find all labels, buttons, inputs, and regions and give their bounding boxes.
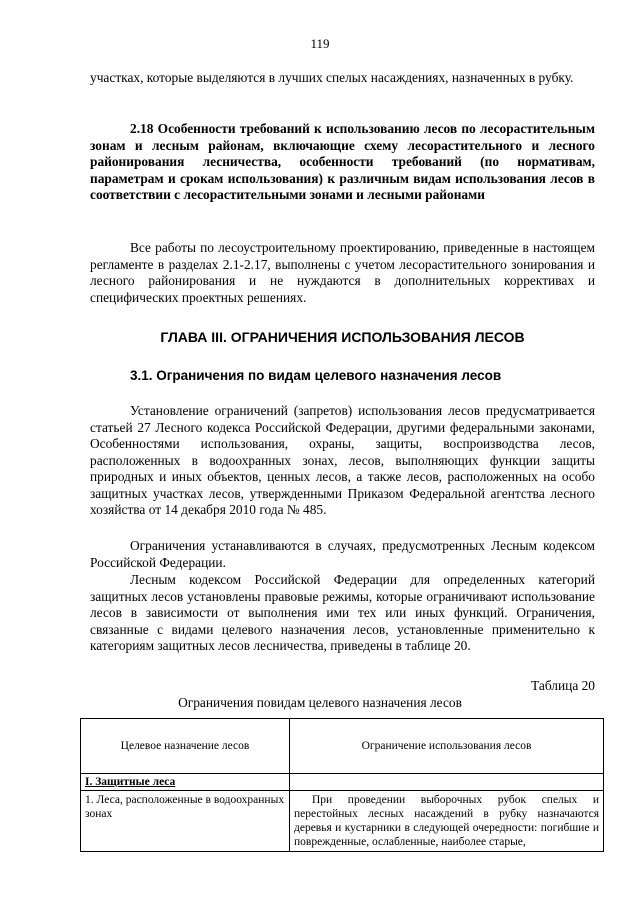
table-header-row xyxy=(81,719,604,774)
section-3-1-heading: 3.1. Ограничения по видам целевого назначения лесов xyxy=(130,368,502,383)
table-row xyxy=(81,791,604,852)
section-3-1-paragraph: Лесным кодексом Российской Федерации для определенных категорий защитных лесов установлены правовые режимы, которые ограничивают использование лесов в зависимости от выполнения ими тех или иных функций. Ограничения, связанные с видами целевого назначения лесов, установленные применительно к категориям защитных лесов лесничества, приведены в таблице 20. xyxy=(90,572,595,653)
table-title: Ограничения повидам целевого назначения лесов xyxy=(178,695,462,710)
section-2-18-heading: 2.18 Особенности требований к использованию лесов по лесорастительным зонам и лесным районам, включающие схему лесорастительного и лесного районирования лесничества, особенности требований (по нормативам, параметрам и срокам использования) к различным видам использования лесов в соответствии с лесорастительными зонами и лесными районами xyxy=(90,121,595,202)
restrictions-table xyxy=(80,718,604,852)
table-header-cell: Ограничение использования лесов xyxy=(290,719,604,774)
page-number: 119 xyxy=(310,36,330,51)
section-2-18-paragraph: Все работы по лесоустроительному проектированию, приведенные в настоящем регламенте в разделах 2.1-2.17, выполнены с учетом лесорастительного зонирования и лесного районирования и не нуждаются в дополнительных коррективах и специфических проектных решениях. xyxy=(90,240,595,305)
table-section-row xyxy=(81,774,604,791)
table-section-cell: I. Защитные леса xyxy=(81,774,290,791)
table-label: Таблица 20 xyxy=(531,678,595,693)
table-cell-restriction: При проведении выборочных рубок спелых и перестойных лесных насаждений в рубку назначаются деревья и кустарники в следующей очередности: погибшие и поврежденные, ослабленные, наиболее старые, xyxy=(290,791,604,852)
section-3-1-paragraph: Установление ограничений (запретов) использования лесов предусматривается статьей 27 Лесного кодекса Российской Федерации, другими федеральными законами, Особенностями использования, охраны, защиты, воспроизводства лесов, расположенных в водоохранных зонах, лесов, выполняющих функции защиты природных и иных объектов, ценных лесов, а также лесов, расположенных на особо защитных участках лесов, утвержденными Приказом Федеральной агентства лесного хозяйства от 14 декабря 2010 года № 485. xyxy=(90,403,595,517)
chapter-title: ГЛАВА III. ОГРАНИЧЕНИЯ ИСПОЛЬЗОВАНИЯ ЛЕСОВ xyxy=(160,329,525,345)
table-cell-purpose: 1. Леса, расположенные в водоохранных зонах xyxy=(81,791,290,852)
table-header-cell: Целевое назначение лесов xyxy=(81,719,290,774)
continuation-paragraph: участках, которые выделяются в лучших спелых насаждениях, назначенных в рубку. xyxy=(90,70,574,85)
table-empty-cell xyxy=(290,774,604,791)
section-3-1-paragraph: Ограничения устанавливаются в случаях, предусмотренных Лесным кодексом Российской Федерации. xyxy=(90,538,595,570)
